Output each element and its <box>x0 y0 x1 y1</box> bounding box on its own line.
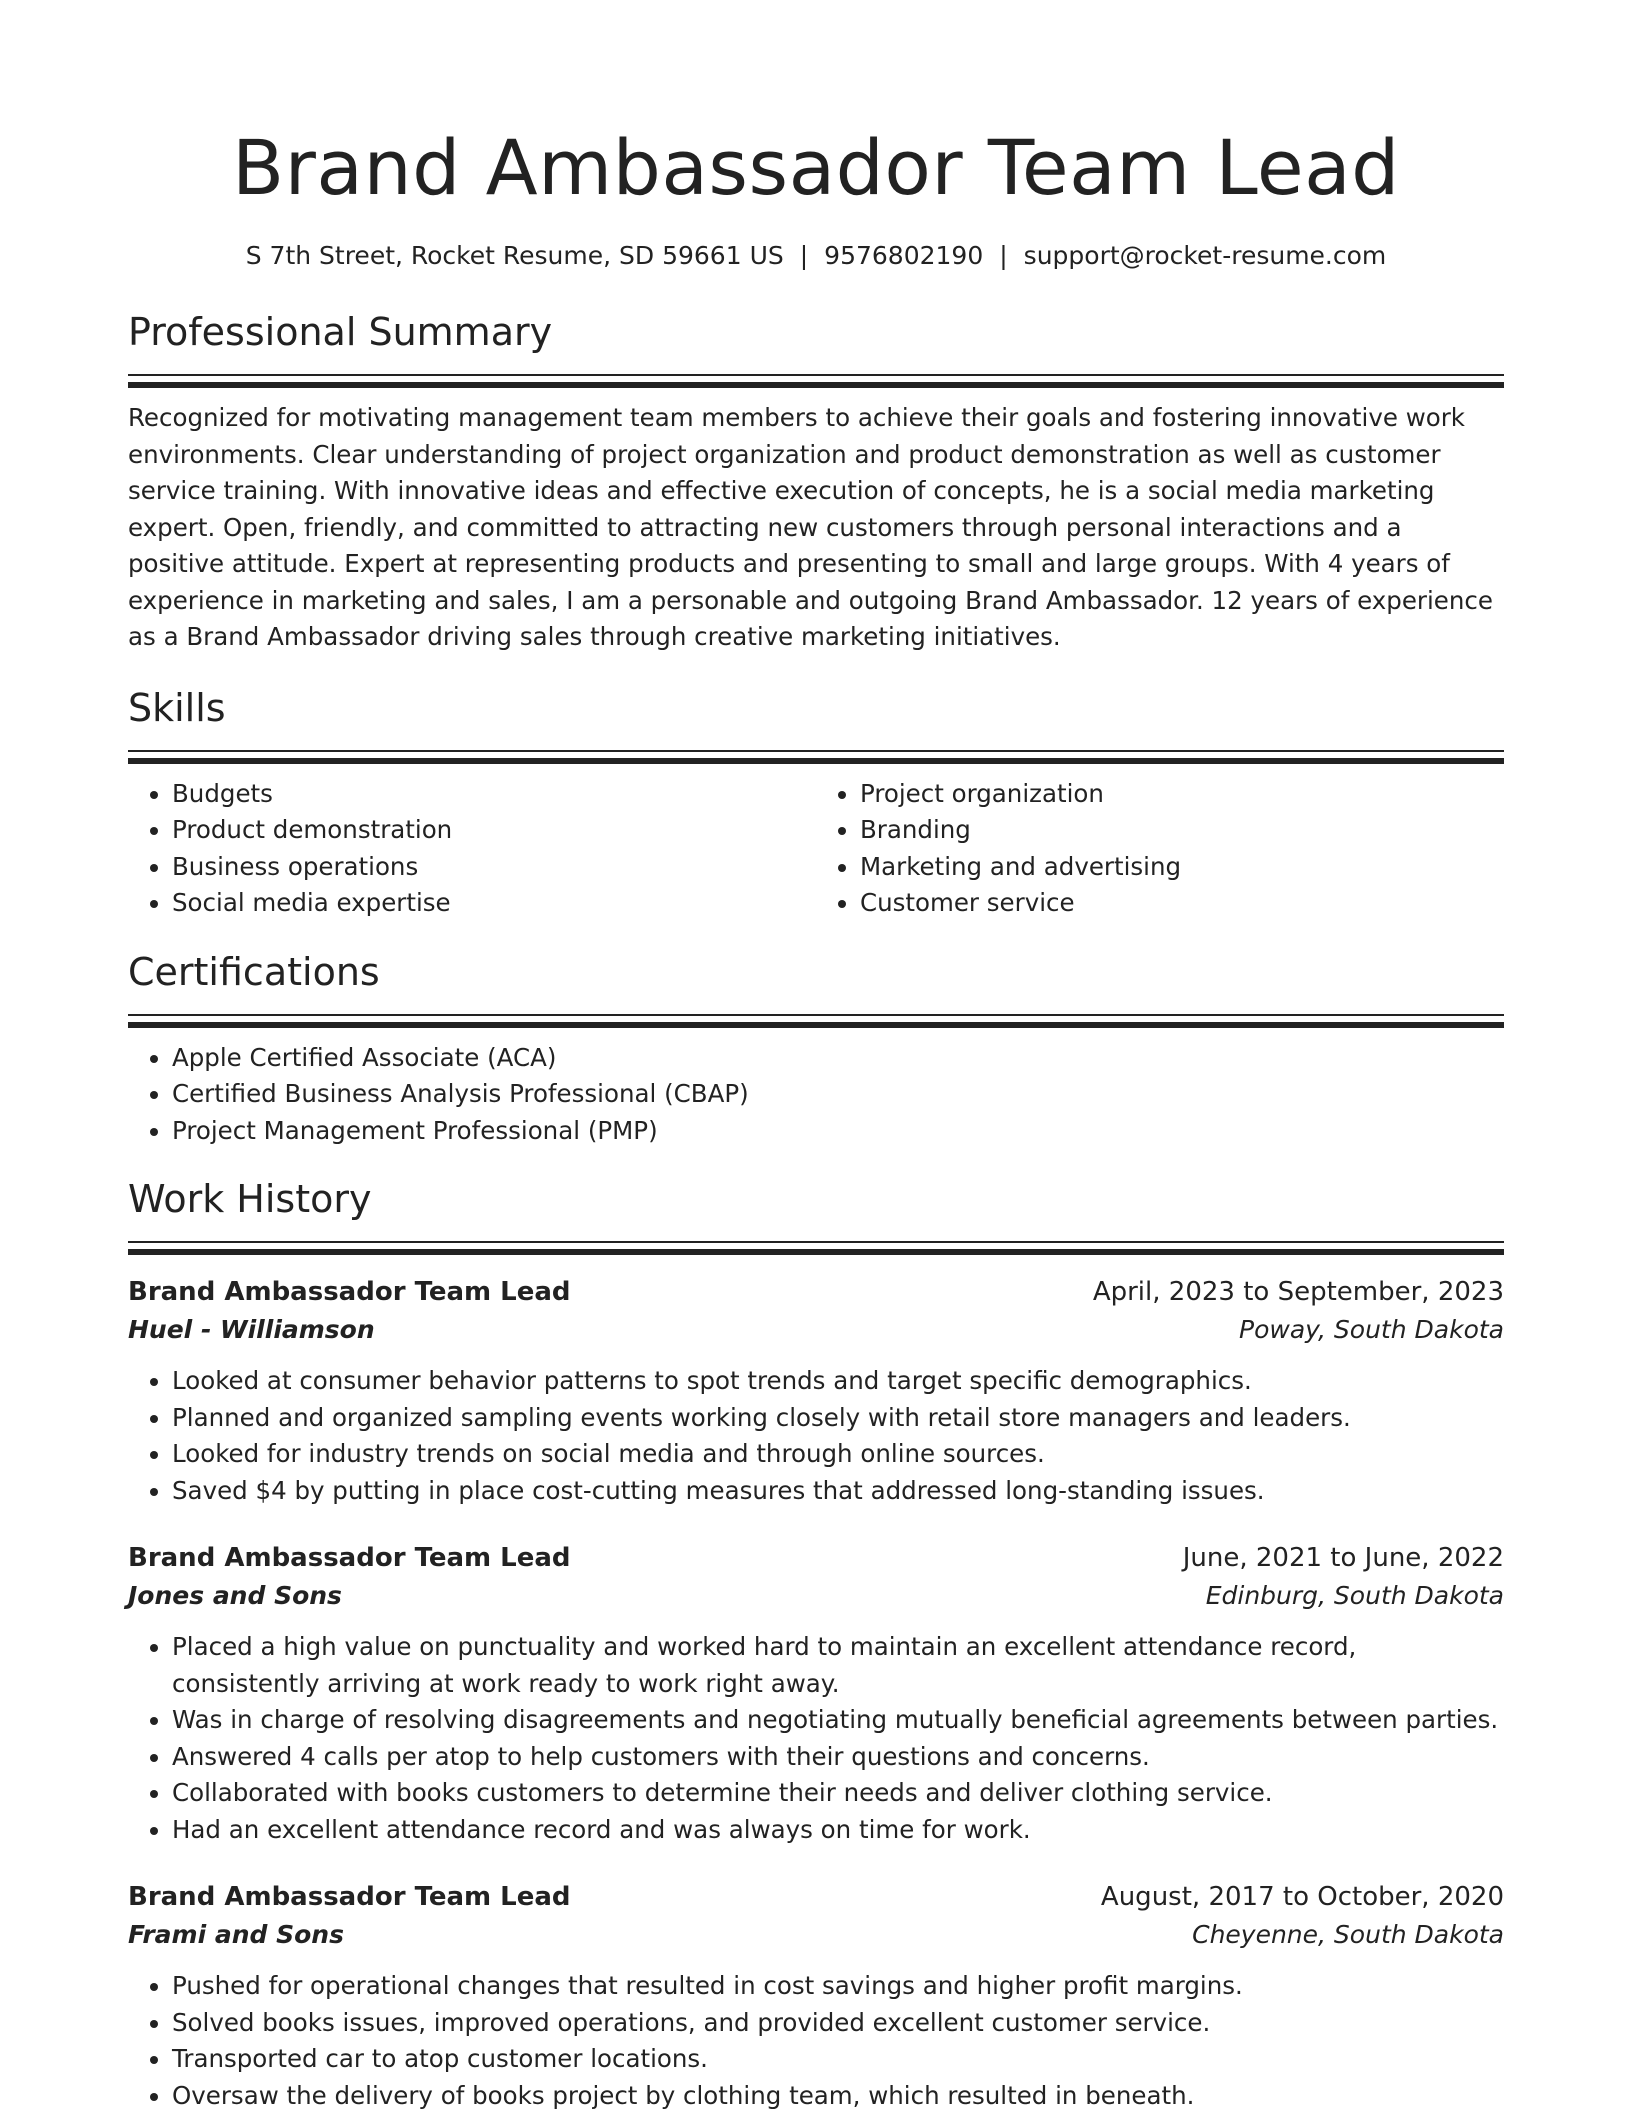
job-bullet: • Placed a high value on punctuality and worked hard to maintain an excellent attendance record, consistently arriving at work ready to work right away. <box>172 1629 1504 1702</box>
job-header-row <box>128 1539 1504 1577</box>
summary-text: Recognized for motivating management team members to achieve their goals and fostering innovative work environments. Clear understanding of project organization and product demonstration as well as customer service training. With innovative ideas and effective execution of concepts, he is a social media marketing expert. Open, friendly, and committed to attracting new customers through personal interactions and a positive attitude. Expert at representing products and presenting to small and large groups. With 4 years of experience in marketing and sales, I am a personable and outgoing Brand Ambassador. 12 years of experience as a Brand Ambassador driving sales through creative marketing initiatives. <box>128 400 1504 656</box>
contact-email: support@rocket-resume.com <box>1024 241 1387 270</box>
job-dates: June, 2021 to June, 2022 <box>1183 1539 1504 1577</box>
section-title-work-history: Work History <box>128 1175 1504 1223</box>
skill-item: • Project organization <box>860 776 1504 813</box>
certification-item: • Certified Business Analysis Professional (CBAP) <box>172 1076 1504 1113</box>
certification-item: • Apple Certified Associate (ACA) <box>172 1040 1504 1077</box>
job-bullet: • Transported car to atop customer locations. <box>172 2041 1504 2078</box>
job-header-row <box>128 1273 1504 1311</box>
skills-column-left <box>128 776 816 922</box>
job-bullet-list <box>128 1363 1504 1509</box>
job-entry <box>128 1539 1504 1848</box>
skills-column-right <box>816 776 1504 922</box>
job-bullet: • Answered 4 calls per atop to help customers with their questions and concerns. <box>172 1739 1504 1776</box>
job-bullet: • Oversaw the delivery of books project by clothing team, which resulted in beneath. <box>172 2078 1504 2114</box>
job-bullet: • Collaborated with books customers to determine their needs and deliver clothing service. <box>172 1775 1504 1812</box>
job-bullet-list <box>128 1968 1504 2114</box>
job-header-row <box>128 1878 1504 1916</box>
job-location: Poway, South Dakota <box>1239 1311 1504 1349</box>
section-divider <box>128 750 1504 764</box>
job-bullet: • Saved $4 by putting in place cost-cutting measures that addressed long-standing issues. <box>172 1473 1504 1510</box>
section-title-certifications: Certifications <box>128 948 1504 996</box>
job-title: Brand Ambassador Team Lead <box>128 1273 571 1311</box>
job-subheader-row <box>128 1577 1504 1615</box>
job-company: Jones and Sons <box>128 1577 342 1615</box>
skills-grid <box>128 776 1504 922</box>
job-bullet: • Planned and organized sampling events working closely with retail store managers and leaders. <box>172 1400 1504 1437</box>
job-dates: August, 2017 to October, 2020 <box>1101 1878 1504 1916</box>
skill-item: • Budgets <box>172 776 816 813</box>
job-company: Frami and Sons <box>128 1916 344 1954</box>
work-history-section <box>128 1175 1504 2114</box>
job-company: Huel - Williamson <box>128 1311 375 1349</box>
contact-line <box>128 240 1504 272</box>
contact-address: S 7th Street, Rocket Resume, SD 59661 US <box>246 241 784 270</box>
section-divider <box>128 374 1504 388</box>
skill-item: • Social media expertise <box>172 885 816 922</box>
job-subheader-row <box>128 1311 1504 1349</box>
job-bullet: • Looked at consumer behavior patterns to spot trends and target specific demographics. <box>172 1363 1504 1400</box>
job-bullet: • Looked for industry trends on social media and through online sources. <box>172 1436 1504 1473</box>
certifications-list <box>128 1040 1504 1150</box>
skills-section <box>128 684 1504 922</box>
job-subheader-row <box>128 1916 1504 1954</box>
job-bullet: • Was in charge of resolving disagreements and negotiating mutually beneficial agreements between parties. <box>172 1702 1504 1739</box>
skills-list-right <box>816 776 1504 922</box>
job-entry <box>128 1273 1504 1509</box>
skill-item: • Business operations <box>172 849 816 886</box>
job-bullet: • Pushed for operational changes that resulted in cost savings and higher profit margins. <box>172 1968 1504 2005</box>
job-bullet: • Solved books issues, improved operations, and provided excellent customer service. <box>172 2005 1504 2042</box>
job-title: Brand Ambassador Team Lead <box>128 1878 571 1916</box>
section-divider <box>128 1014 1504 1028</box>
skill-item: • Customer service <box>860 885 1504 922</box>
job-bullet-list <box>128 1629 1504 1848</box>
section-title-skills: Skills <box>128 684 1504 732</box>
contact-separator: | <box>784 241 824 270</box>
resume-name: Brand Ambassador Team Lead <box>128 0 1504 224</box>
skill-item: • Marketing and advertising <box>860 849 1504 886</box>
job-title: Brand Ambassador Team Lead <box>128 1539 571 1577</box>
professional-summary-section <box>128 308 1504 656</box>
contact-separator: | <box>983 241 1023 270</box>
skills-list-left <box>128 776 816 922</box>
section-divider <box>128 1241 1504 1255</box>
certifications-section <box>128 948 1504 1150</box>
job-location: Cheyenne, South Dakota <box>1192 1916 1504 1954</box>
skill-item: • Product demonstration <box>172 812 816 849</box>
job-bullet: • Had an excellent attendance record and was always on time for work. <box>172 1812 1504 1849</box>
job-location: Edinburg, South Dakota <box>1206 1577 1504 1615</box>
job-dates: April, 2023 to September, 2023 <box>1093 1273 1504 1311</box>
job-entry <box>128 1878 1504 2114</box>
section-title-summary: Professional Summary <box>128 308 1504 356</box>
certification-item: • Project Management Professional (PMP) <box>172 1113 1504 1150</box>
contact-phone: 9576802190 <box>824 241 983 270</box>
skill-item: • Branding <box>860 812 1504 849</box>
